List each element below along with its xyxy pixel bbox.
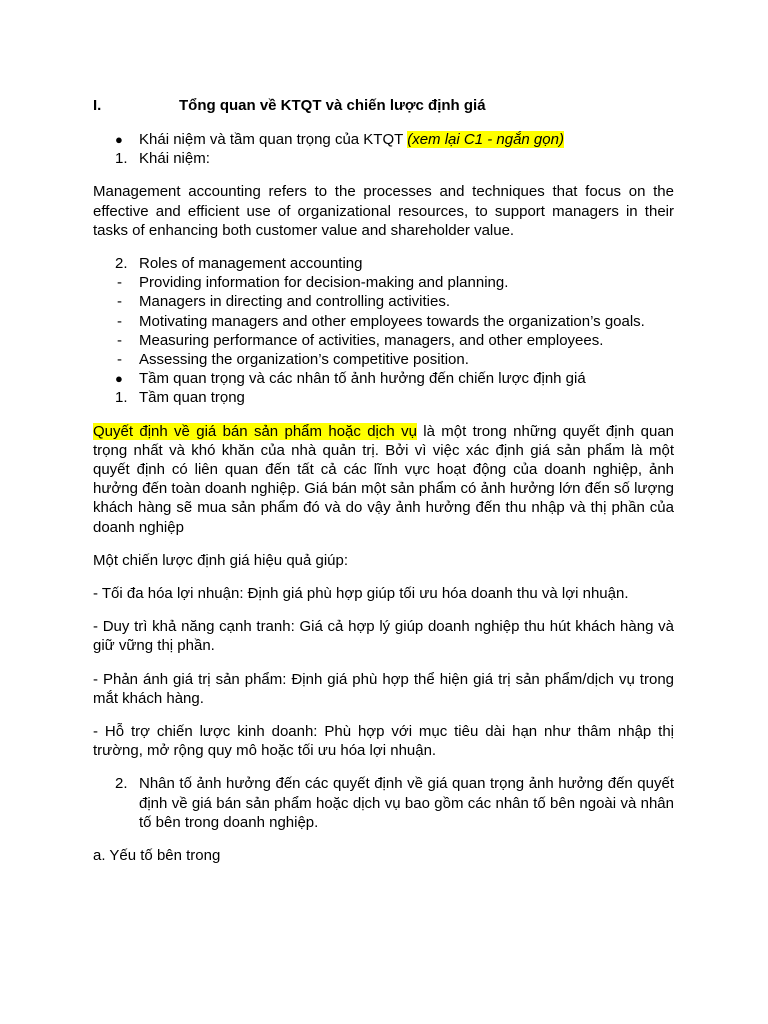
dash-marker: - bbox=[117, 331, 122, 349]
heading-title: Tổng quan về KTQT và chiến lược định giá bbox=[179, 97, 486, 114]
bullet-pricing-factors bbox=[93, 369, 674, 388]
item-text: Roles of management accounting bbox=[139, 255, 363, 273]
numbered-item-factors bbox=[93, 774, 674, 832]
dash-item bbox=[93, 292, 674, 311]
numbered-item-importance bbox=[93, 388, 674, 407]
dash-marker: - bbox=[117, 293, 122, 311]
dash-item-text: Managers in directing and controlling activities. bbox=[139, 293, 450, 311]
dash-item bbox=[93, 331, 674, 350]
heading-number: I. bbox=[93, 97, 102, 114]
highlighted-note: (xem lại C1 - ngắn gọn) bbox=[407, 131, 564, 148]
item-number: 2. bbox=[115, 255, 128, 273]
dash-item bbox=[93, 312, 674, 331]
item-text: Khái niệm: bbox=[139, 150, 210, 168]
dash-item-text: Motivating managers and other employees towards the organization’s goals. bbox=[139, 312, 645, 330]
item-number: 1. bbox=[115, 150, 128, 168]
paragraph-definition: Management accounting refers to the processes and techniques that focus on the effective and efficient use of organizational resources, to support managers in their tasks of enhancing both customer value and shareholder value. bbox=[93, 183, 674, 239]
item-number: 2. bbox=[115, 775, 128, 793]
item-text: Nhân tố ảnh hưởng đến các quyết định về giá quan trọng ảnh hưởng đến quyết định về giá bán sản phẩm hoặc dịch vụ bao gồm các nhân tố bên ngoài và nhân tố bên trong doanh nghiệp. bbox=[139, 775, 674, 831]
paragraph-importance bbox=[93, 422, 674, 537]
bullet-text: Khái niệm và tầm quan trọng của KTQT bbox=[139, 131, 408, 148]
bullet-concept-importance bbox=[93, 130, 674, 149]
dash-item-text: Measuring performance of activities, managers, and other employees. bbox=[139, 331, 604, 349]
bullet-marker: ● bbox=[115, 132, 123, 147]
item-text: Tầm quan trọng bbox=[139, 389, 245, 407]
bullet-text: Tầm quan trọng và các nhân tố ảnh hưởng đến chiến lược định giá bbox=[139, 370, 586, 388]
paragraph-competitiveness: - Duy trì khả năng cạnh tranh: Giá cả hợp lý giúp doanh nghiệp thu hút khách hàng và giữ vững thị phần. bbox=[93, 618, 674, 655]
paragraph-text: là một trong những quyết định quan trọng nhất và khó khăn của nhà quản trị. Bởi vì việc xác định giá sản phẩm là một quyết định có liên quan đến tất cả các lĩnh vực hoạt động của doanh nghiệp, ảnh hưởng đến toàn doanh nghiệp. Giá bán một sản phẩm có ảnh hưởng lớn đến số lượng khách hàng sẽ mua sản phẩm đó và do vậy ảnh hưởng đến thu nhập và thị phần của doanh nghiệp bbox=[93, 422, 674, 536]
document-page bbox=[93, 96, 674, 865]
bullet-marker: ● bbox=[115, 371, 123, 387]
paragraph-maximize-profit: - Tối đa hóa lợi nhuận: Định giá phù hợp giúp tối ưu hóa doanh thu và lợi nhuận. bbox=[93, 585, 629, 603]
dash-item-text: Assessing the organization’s competitive position. bbox=[139, 351, 469, 369]
numbered-item-roles bbox=[93, 254, 674, 273]
paragraph-internal-factors: a. Yếu tố bên trong bbox=[93, 847, 221, 865]
dash-item-text: Providing information for decision-making and planning. bbox=[139, 274, 509, 292]
dash-item bbox=[93, 350, 674, 369]
paragraph-product-value: - Phản ánh giá trị sản phẩm: Định giá phù hợp thể hiện giá trị sản phẩm/dịch vụ trong mắt khách hàng. bbox=[93, 670, 674, 707]
dash-marker: - bbox=[117, 274, 122, 292]
section-heading bbox=[93, 96, 674, 116]
numbered-item-concept bbox=[93, 149, 674, 168]
dash-marker: - bbox=[117, 351, 122, 369]
paragraph-strategy-intro: Một chiến lược định giá hiệu quả giúp: bbox=[93, 551, 349, 569]
paragraph-business-strategy: - Hỗ trợ chiến lược kinh doanh: Phù hợp với mục tiêu dài hạn như thâm nhập thị trường, mở rộng quy mô hoặc tối ưu hóa lợi nhuận. bbox=[93, 723, 674, 760]
dash-marker: - bbox=[117, 312, 122, 330]
highlighted-phrase: Quyết định về giá bán sản phẩm hoặc dịch vụ bbox=[93, 422, 417, 440]
dash-item bbox=[93, 273, 674, 292]
item-number: 1. bbox=[115, 389, 128, 407]
